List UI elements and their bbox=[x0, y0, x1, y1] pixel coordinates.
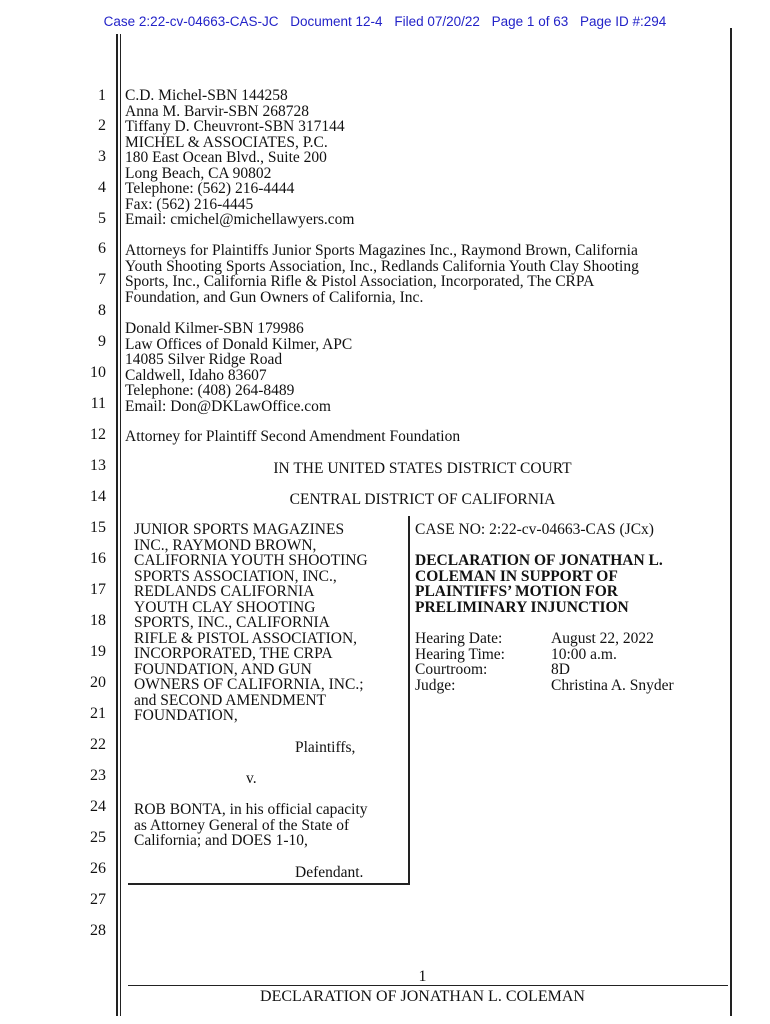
plaintiff-line: INC., RAYMOND BROWN, bbox=[134, 536, 317, 554]
ecf-filed-date: Filed 07/20/22 bbox=[394, 14, 480, 29]
footer-title: DECLARATION OF JONATHAN L. COLEMAN bbox=[260, 988, 585, 1005]
line-number: 10 bbox=[90, 364, 106, 381]
line-number: 5 bbox=[98, 210, 106, 227]
counsel-line: 14085 Silver Ridge Road bbox=[125, 351, 283, 368]
hearing-value: Christina A. Snyder bbox=[551, 676, 674, 694]
plaintiff-line: SPORTS ASSOCIATION, INC., bbox=[134, 567, 337, 585]
hearing-row bbox=[415, 678, 674, 694]
page-number: 1 bbox=[418, 968, 427, 985]
ecf-case-number: Case 2:22-cv-04663-CAS-JC bbox=[103, 14, 279, 29]
case-number: CASE NO: 2:22-cv-04663-CAS (JCx) bbox=[415, 521, 654, 538]
line-number: 28 bbox=[90, 922, 106, 939]
hearing-label: Courtroom: bbox=[415, 661, 488, 678]
plaintiff-line: FOUNDATION, AND GUN bbox=[134, 660, 312, 678]
versus: v. bbox=[246, 770, 257, 787]
attorneys-for-line: Foundation, and Gun Owners of California, Inc. bbox=[125, 288, 424, 306]
plaintiffs-label: Plaintiffs, bbox=[295, 739, 356, 756]
hearing-value: August 22, 2022 bbox=[551, 630, 654, 647]
plaintiff-line: CALIFORNIA YOUTH SHOOTING bbox=[134, 552, 368, 569]
caption-divider bbox=[408, 516, 410, 884]
document-title-line: DECLARATION OF JONATHAN L. bbox=[415, 552, 663, 569]
defendant-label: Defendant. bbox=[295, 864, 364, 881]
hearing-row bbox=[415, 631, 674, 647]
court-district: CENTRAL DISTRICT OF CALIFORNIA bbox=[289, 491, 556, 508]
caption-bottom-rule bbox=[128, 883, 410, 885]
counsel-line: Telephone: (408) 264-8489 bbox=[125, 382, 295, 399]
counsel-block-kilmer bbox=[125, 321, 352, 414]
line-number: 15 bbox=[90, 519, 106, 536]
court-name: IN THE UNITED STATES DISTRICT COURT bbox=[273, 460, 572, 477]
line-number: 22 bbox=[90, 736, 106, 753]
defendant-line: as Attorney General of the State of bbox=[134, 816, 350, 834]
counsel-line: Telephone: (562) 216-4444 bbox=[125, 180, 295, 197]
attorney-for-saf: Attorney for Plaintiff Second Amendment Foundation bbox=[125, 428, 461, 445]
ecf-document-number: Document 12-4 bbox=[290, 14, 383, 29]
line-number: 24 bbox=[90, 798, 106, 815]
line-number: 8 bbox=[98, 302, 106, 319]
line-number: 3 bbox=[98, 148, 106, 165]
ecf-page-id: Page ID #:294 bbox=[580, 14, 667, 29]
counsel-email: Email: Don@DKLawOffice.com bbox=[125, 397, 331, 415]
line-number: 26 bbox=[90, 860, 106, 877]
ecf-page-count: Page 1 of 63 bbox=[491, 14, 569, 29]
line-number: 21 bbox=[90, 705, 106, 722]
attorneys-for-line: Youth Shooting Sports Association, Inc., Redlands California Youth Clay Shooting bbox=[125, 257, 639, 275]
plaintiff-line: REDLANDS CALIFORNIA bbox=[134, 583, 315, 600]
counsel-line: Long Beach, CA 90802 bbox=[125, 164, 272, 182]
document-title-line: PRELIMINARY INJUNCTION bbox=[415, 598, 629, 616]
hearing-row bbox=[415, 647, 674, 663]
line-number: 13 bbox=[90, 457, 106, 474]
right-margin-rule bbox=[730, 28, 732, 1016]
counsel-line: Donald Kilmer-SBN 179986 bbox=[125, 320, 304, 337]
line-number: 17 bbox=[90, 581, 106, 598]
counsel-line: Caldwell, Idaho 83607 bbox=[125, 366, 267, 384]
hearing-label: Judge: bbox=[415, 676, 456, 694]
line-number: 12 bbox=[90, 426, 106, 443]
hearing-label: Hearing Time: bbox=[415, 645, 505, 663]
line-number: 25 bbox=[90, 829, 106, 846]
line-number: 27 bbox=[90, 891, 106, 908]
defendant-line: ROB BONTA, in his official capacity bbox=[134, 801, 368, 818]
plaintiff-line: FOUNDATION, bbox=[134, 707, 238, 724]
document-title-line: PLAINTIFFS’ MOTION FOR bbox=[415, 583, 618, 600]
hearing-row bbox=[415, 662, 674, 678]
hearing-value: 8D bbox=[551, 661, 570, 678]
plaintiff-line: JUNIOR SPORTS MAGAZINES bbox=[134, 521, 345, 538]
plaintiff-line: OWNERS OF CALIFORNIA, INC.; bbox=[134, 676, 364, 693]
plaintiff-line: RIFLE & PISTOL ASSOCIATION, bbox=[134, 629, 358, 647]
plaintiff-line: YOUTH CLAY SHOOTING bbox=[134, 598, 316, 616]
hearing-label: Hearing Date: bbox=[415, 630, 503, 647]
line-number: 6 bbox=[98, 240, 106, 257]
plaintiff-line: INCORPORATED, THE CRPA bbox=[134, 645, 333, 662]
caption-parties bbox=[134, 522, 368, 724]
defendants-block bbox=[134, 802, 368, 849]
line-number: 1 bbox=[98, 87, 106, 104]
plaintiff-line: SPORTS, INC., CALIFORNIA bbox=[134, 614, 330, 631]
counsel-line: Fax: (562) 216-4445 bbox=[125, 195, 254, 213]
attorneys-for-line: Attorneys for Plaintiffs Junior Sports Magazines Inc., Raymond Brown, California bbox=[125, 242, 638, 259]
line-number: 23 bbox=[90, 767, 106, 784]
counsel-line: C.D. Michel-SBN 144258 bbox=[125, 87, 288, 104]
line-number: 19 bbox=[90, 643, 106, 660]
counsel-line: Anna M. Barvir-SBN 268728 bbox=[125, 102, 309, 120]
hearing-value: 10:00 a.m. bbox=[551, 645, 617, 663]
counsel-line: Tiffany D. Cheuvront-SBN 317144 bbox=[125, 118, 345, 135]
line-number: 2 bbox=[98, 117, 106, 134]
left-margin-rule bbox=[116, 34, 118, 1016]
line-number: 7 bbox=[98, 271, 106, 288]
hearing-info bbox=[415, 631, 674, 693]
line-number: 20 bbox=[90, 674, 106, 691]
counsel-line: Law Offices of Donald Kilmer, APC bbox=[125, 335, 353, 353]
left-margin-rule-inner bbox=[120, 34, 121, 1016]
attorneys-for-line: Sports, Inc., California Rifle & Pistol Association, Incorporated, The CRPA bbox=[125, 273, 595, 290]
document-title bbox=[415, 553, 663, 615]
footer-rule bbox=[128, 985, 728, 986]
line-number: 4 bbox=[98, 179, 106, 196]
line-number: 11 bbox=[90, 395, 106, 412]
attorneys-for-plaintiffs bbox=[125, 243, 639, 305]
counsel-email: Email: cmichel@michellawyers.com bbox=[125, 211, 355, 228]
counsel-line: MICHEL & ASSOCIATES, P.C. bbox=[125, 133, 328, 151]
counsel-line: 180 East Ocean Blvd., Suite 200 bbox=[125, 149, 327, 166]
plaintiff-line: and SECOND AMENDMENT bbox=[134, 691, 327, 709]
line-number: 9 bbox=[98, 333, 106, 350]
ecf-header bbox=[0, 14, 770, 29]
defendant-line: California; and DOES 1-10, bbox=[134, 832, 308, 849]
document-title-line: COLEMAN IN SUPPORT OF bbox=[415, 567, 618, 585]
line-number: 16 bbox=[90, 550, 106, 567]
counsel-block-michel bbox=[125, 88, 354, 228]
line-number: 18 bbox=[90, 612, 106, 629]
line-number: 14 bbox=[90, 488, 106, 505]
